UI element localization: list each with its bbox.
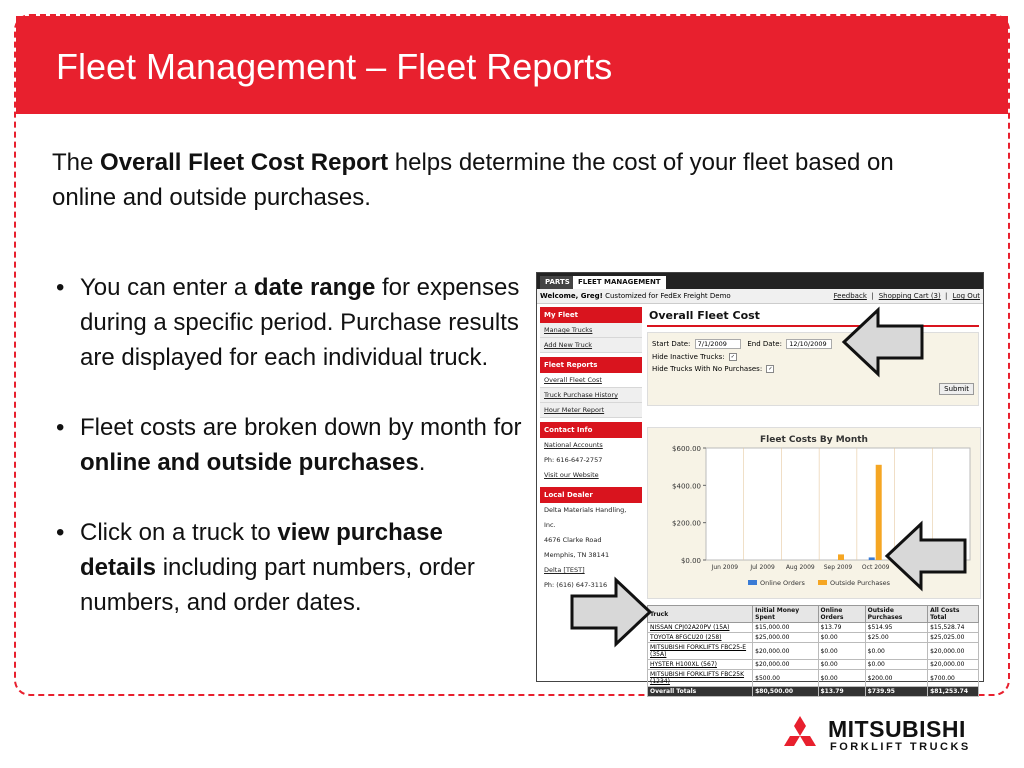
truck-link[interactable]: MITSUBISHI FORKLIFTS FBC25K (1234) [648, 670, 753, 687]
intro-paragraph [52, 145, 952, 215]
table-row[interactable] [648, 623, 979, 633]
table-cell: $20,000.00 [753, 660, 818, 670]
logout-link[interactable]: Log Out [952, 292, 980, 300]
dealer-line: Delta Materials Handling, [540, 503, 642, 518]
header-sep: | [944, 292, 948, 300]
table-cell: $25,025.00 [928, 633, 979, 643]
total-cell: $81,253.74 [928, 687, 979, 697]
table-row[interactable] [648, 643, 979, 660]
header-sep: | [871, 292, 874, 300]
bullet-list [52, 270, 522, 655]
table-cell: $0.00 [818, 643, 865, 660]
bullet-item [52, 270, 522, 375]
title-bar [16, 16, 1008, 114]
dealer-phone: Ph: (616) 647-3116 [540, 578, 642, 593]
filter-panel [647, 332, 979, 406]
sidebar-heading-local-dealer: Local Dealer [540, 487, 642, 503]
table-row[interactable] [648, 633, 979, 643]
legend-label: Outside Purchases [830, 579, 891, 587]
intro-post: helps determine the cost of your fleet based on online and outside purchases. [52, 149, 894, 211]
dealer-line: 4676 Clarke Road [540, 533, 642, 548]
dealer-link[interactable]: Delta [TEST] [540, 563, 642, 578]
table-cell: $0.00 [818, 660, 865, 670]
table-cell: $0.00 [865, 660, 927, 670]
table-cell: $514.95 [865, 623, 927, 633]
truck-link[interactable]: HYSTER H100XL (567) [648, 660, 753, 670]
table-cell: $25.00 [865, 633, 927, 643]
hide-no-purchase-label: Hide Trucks With No Purchases: [652, 365, 763, 373]
truck-link[interactable]: NISSAN CPJ02A20PV (15A) [648, 623, 753, 633]
header-links [831, 289, 980, 303]
y-tick-label: $0.00 [680, 557, 701, 565]
col-outside-purchases[interactable]: Outside Purchases [865, 606, 927, 623]
bullet-pre: Fleet costs are broken down by month for [80, 414, 522, 441]
hide-inactive-label: Hide Inactive Trucks: [652, 353, 725, 361]
welcome-bar [537, 289, 983, 304]
bar-online-orders [869, 557, 875, 560]
sidebar-item-hour-meter-report[interactable]: Hour Meter Report [540, 403, 642, 418]
end-date-input[interactable]: 12/10/2009 [786, 339, 832, 349]
logo-line1: MITSUBISHI [828, 716, 966, 742]
sidebar-item-truck-purchase-history[interactable]: Truck Purchase History [540, 388, 642, 403]
bullet-pre: Click on a truck to [80, 519, 278, 546]
x-tick-label: Sep 2009 [823, 564, 853, 571]
feedback-link[interactable]: Feedback [833, 292, 867, 300]
total-cell: $739.95 [865, 687, 927, 697]
table-cell: $25,000.00 [753, 633, 818, 643]
table-cell: $0.00 [865, 643, 927, 660]
bullet-pre: You can enter a [80, 274, 254, 301]
table-row[interactable] [648, 670, 979, 687]
shopping-cart-link[interactable]: Shopping Cart (3) [878, 292, 941, 300]
sidebar-heading-fleet-reports: Fleet Reports [540, 357, 642, 373]
col-initial-money[interactable]: Initial Money Spent [753, 606, 818, 623]
sidebar-item-add-new-truck[interactable]: Add New Truck [540, 338, 642, 353]
hide-no-purchase-row [652, 365, 774, 373]
bar-outside-purchases [876, 465, 882, 560]
table-row[interactable] [648, 660, 979, 670]
app-main [647, 307, 979, 695]
table-header-row [648, 606, 979, 623]
start-date-label: Start Date: [652, 340, 691, 348]
col-all-costs[interactable]: All Costs Total [928, 606, 979, 623]
bullet-post: . [418, 449, 426, 476]
app-top-nav [537, 273, 983, 289]
tab-fleet-management[interactable]: FLEET MANAGEMENT [573, 276, 666, 289]
truck-link[interactable]: TOYOTA 8FGCU20 (258) [648, 633, 753, 643]
total-cell: $13.79 [818, 687, 865, 697]
truck-cost-table [647, 605, 979, 697]
legend-swatch [748, 580, 757, 585]
hide-inactive-row [652, 353, 737, 361]
table-cell: $20,000.00 [928, 660, 979, 670]
table-cell: $20,000.00 [753, 643, 818, 660]
slide-title: Fleet Management – Fleet Reports [56, 46, 613, 87]
arrow-left-icon [842, 308, 924, 376]
dealer-line: Inc. [540, 518, 642, 533]
x-tick-label: Jul 2009 [750, 564, 775, 571]
intro-bold: Overall Fleet Cost Report [100, 149, 389, 176]
sidebar-heading-my-fleet: My Fleet [540, 307, 642, 323]
bullet-bold: view purchase details [80, 519, 443, 581]
report-title: Overall Fleet Cost [647, 307, 979, 327]
chart-title: Fleet Costs By Month [760, 435, 868, 445]
bullet-item [52, 410, 522, 480]
x-tick-label: Jun 2009 [711, 564, 739, 571]
app-sidebar [540, 307, 642, 593]
table-cell: $15,000.00 [753, 623, 818, 633]
table-total-row [648, 687, 979, 697]
bullet-dot: • [56, 519, 65, 546]
arrow-right-icon [570, 578, 652, 646]
welcome-greeting: Welcome, Greg! [540, 292, 603, 300]
hide-inactive-checkbox[interactable]: ✓ [730, 354, 735, 360]
sidebar-heading-contact-info: Contact Info [540, 422, 642, 438]
three-diamonds-icon [778, 716, 822, 756]
table-cell: $0.00 [818, 670, 865, 687]
legend-label: Online Orders [760, 579, 805, 587]
bullet-item [52, 515, 522, 620]
bullet-post: including part numbers, order numbers, and order dates. [80, 554, 475, 616]
bullet-dot: • [56, 414, 65, 441]
bullet-bold: date range [253, 274, 376, 301]
bullet-dot: • [56, 274, 65, 301]
intro-pre: The [52, 149, 101, 176]
total-cell: $80,500.00 [753, 687, 818, 697]
bullet-bold: online and outside purchases [80, 449, 419, 476]
bar-outside-purchases [838, 554, 844, 560]
table-cell: $15,528.74 [928, 623, 979, 633]
col-online-orders[interactable]: Online Orders [818, 606, 865, 623]
contact-phone: Ph: 616-647-2757 [540, 453, 642, 468]
hide-no-purchase-checkbox[interactable]: ✓ [768, 366, 773, 372]
sidebar-item-manage-trucks[interactable]: Manage Trucks [540, 323, 642, 338]
legend-swatch [818, 580, 827, 585]
table-cell: $700.00 [928, 670, 979, 687]
welcome-text [540, 289, 731, 303]
total-label: Overall Totals [648, 687, 753, 697]
visit-website-link[interactable]: Visit our Website [540, 468, 642, 483]
national-accounts-link[interactable]: National Accounts [540, 438, 642, 453]
table-cell: $13.79 [818, 623, 865, 633]
y-tick-label: $400.00 [672, 482, 701, 491]
logo-line2: FORKLIFT TRUCKS [830, 741, 971, 753]
tab-parts[interactable]: PARTS [540, 276, 575, 289]
y-tick-label: $600.00 [672, 445, 701, 453]
sidebar-item-overall-fleet-cost[interactable]: Overall Fleet Cost [540, 373, 642, 388]
table-cell: $0.00 [818, 633, 865, 643]
welcome-sub: Customized for FedEx Freight Demo [602, 292, 731, 300]
x-tick-label: Aug 2009 [785, 564, 815, 571]
dealer-line: Memphis, TN 38141 [540, 548, 642, 563]
date-range-row [652, 339, 832, 349]
end-date-label: End Date: [747, 340, 782, 348]
truck-link[interactable]: MITSUBISHI FORKLIFTS FBC25-E (35A) [648, 643, 753, 660]
table-cell: $500.00 [753, 670, 818, 687]
y-tick-label: $200.00 [672, 519, 701, 528]
col-truck[interactable]: Truck [648, 606, 753, 623]
x-tick-label: Oct 2009 [861, 564, 890, 571]
bullet-post: for expenses during a specific period. Purchase results are displayed for each individual truck. [80, 274, 520, 371]
mitsubishi-logo [778, 714, 1008, 758]
submit-button[interactable]: Submit [939, 383, 974, 395]
table-cell: $20,000.00 [928, 643, 979, 660]
table-cell: $200.00 [865, 670, 927, 687]
start-date-input[interactable]: 7/1/2009 [695, 339, 741, 349]
arrow-left-icon [885, 522, 967, 590]
